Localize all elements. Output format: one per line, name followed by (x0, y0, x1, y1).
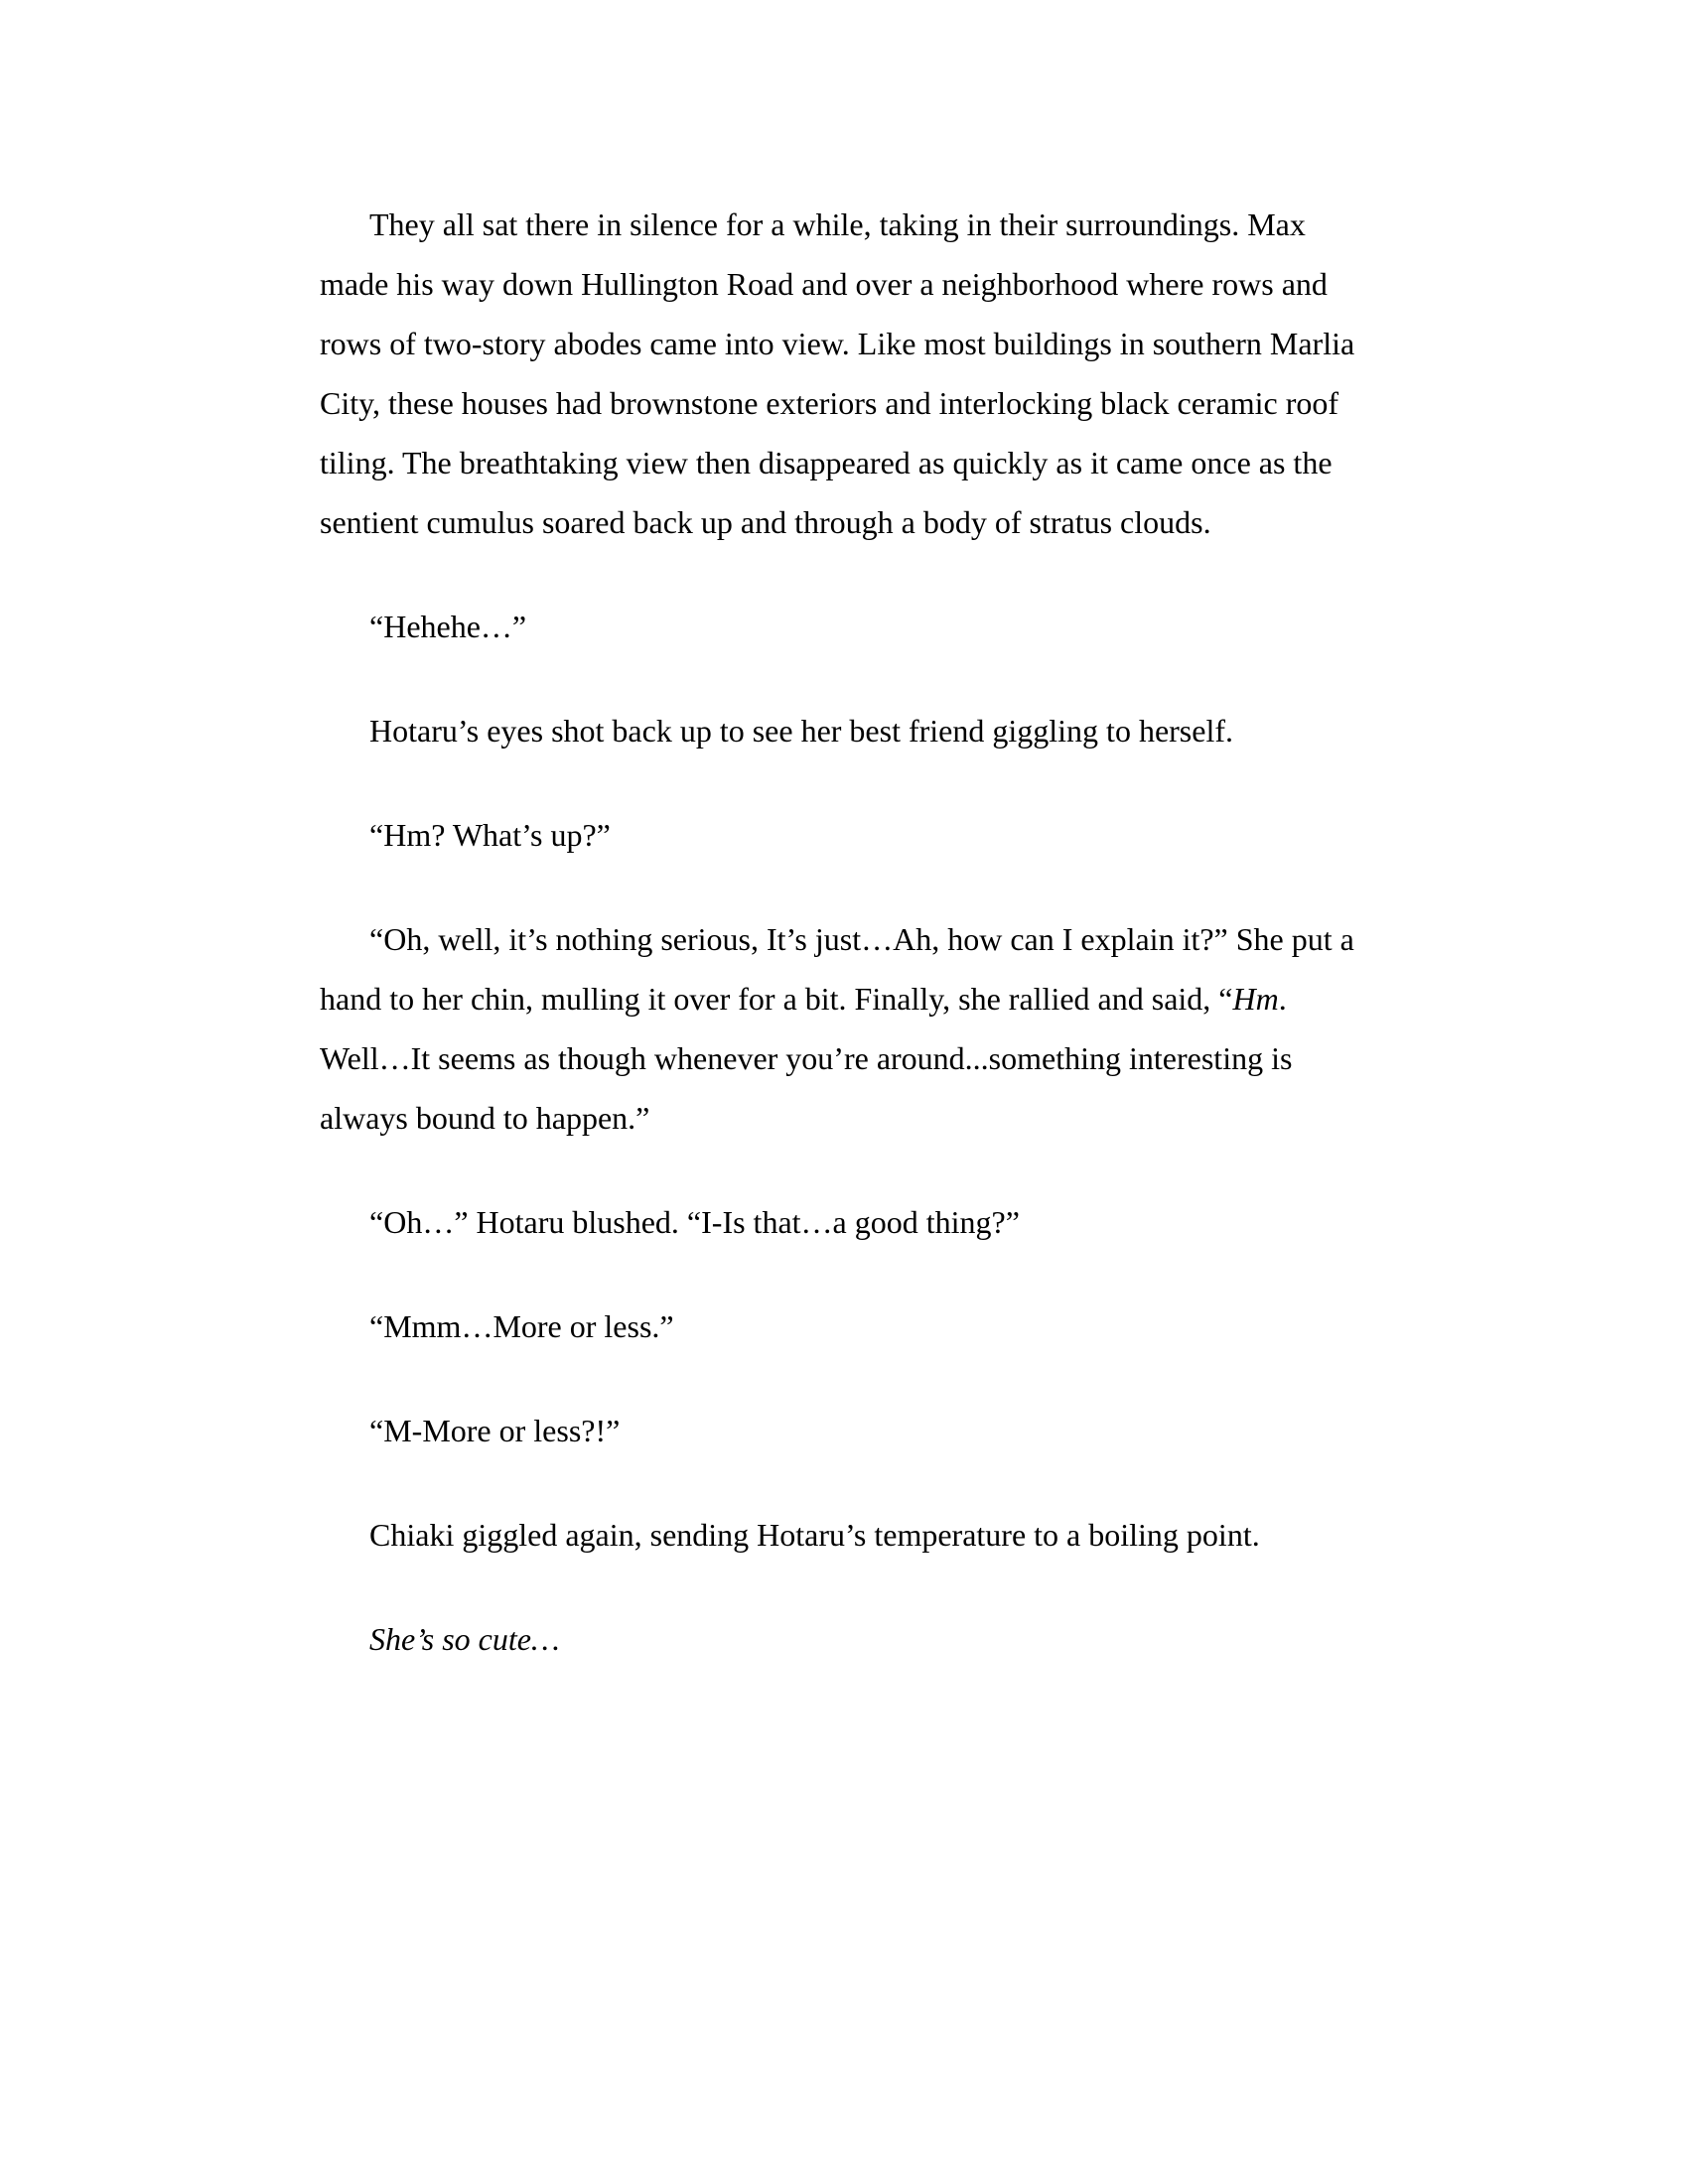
paragraph-dialogue-good-thing: “Oh…” Hotaru blushed. “I-Is that…a good thing?” (369, 1204, 1020, 1240)
paragraph-dialogue-explain-part-1: “Oh, well, it’s nothing serious, It’s just…Ah, how can I explain it?” She put a hand to her chin, mulling it over for a bit. Finally, she rallied and said, “ (320, 921, 1354, 1017)
story-text (320, 195, 1368, 1669)
paragraph-dialogue-m-more-or-less: “M-More or less?!” (369, 1413, 621, 1448)
paragraph-narration-3: Chiaki giggled again, sending Hotaru’s temperature to a boiling point. (369, 1517, 1260, 1553)
paragraph-narration-1: They all sat there in silence for a while, taking in their surroundings. Max made his way down Hullington Road and over a neighborhood where rows and rows of two-story abodes came into view. Like most buildings in southern Marlia City, these houses had brownstone exteriors and interlocking black ceramic roof tiling. The breathtaking view then disappeared as quickly as it came once as the sentient cumulus soared back up and through a body of stratus clouds. (320, 206, 1355, 540)
paragraph-narration-2: Hotaru’s eyes shot back up to see her best friend giggling to herself. (369, 713, 1233, 749)
paragraph-dialogue-more-or-less: “Mmm…More or less.” (369, 1308, 674, 1344)
paragraph-inner-thought: She’s so cute… (369, 1621, 560, 1657)
paragraph-dialogue-explain (320, 909, 1368, 1148)
emphasis-hm: Hm (1232, 981, 1279, 1017)
paragraph-dialogue-hehehe: “Hehehe…” (369, 609, 527, 644)
paragraph-dialogue-whats-up: “Hm? What’s up?” (369, 817, 611, 853)
paragraph-dialogue-explain-part-2: . Well…It seems as though whenever you’re around...something interesting is always bound to happen.” (320, 981, 1293, 1136)
